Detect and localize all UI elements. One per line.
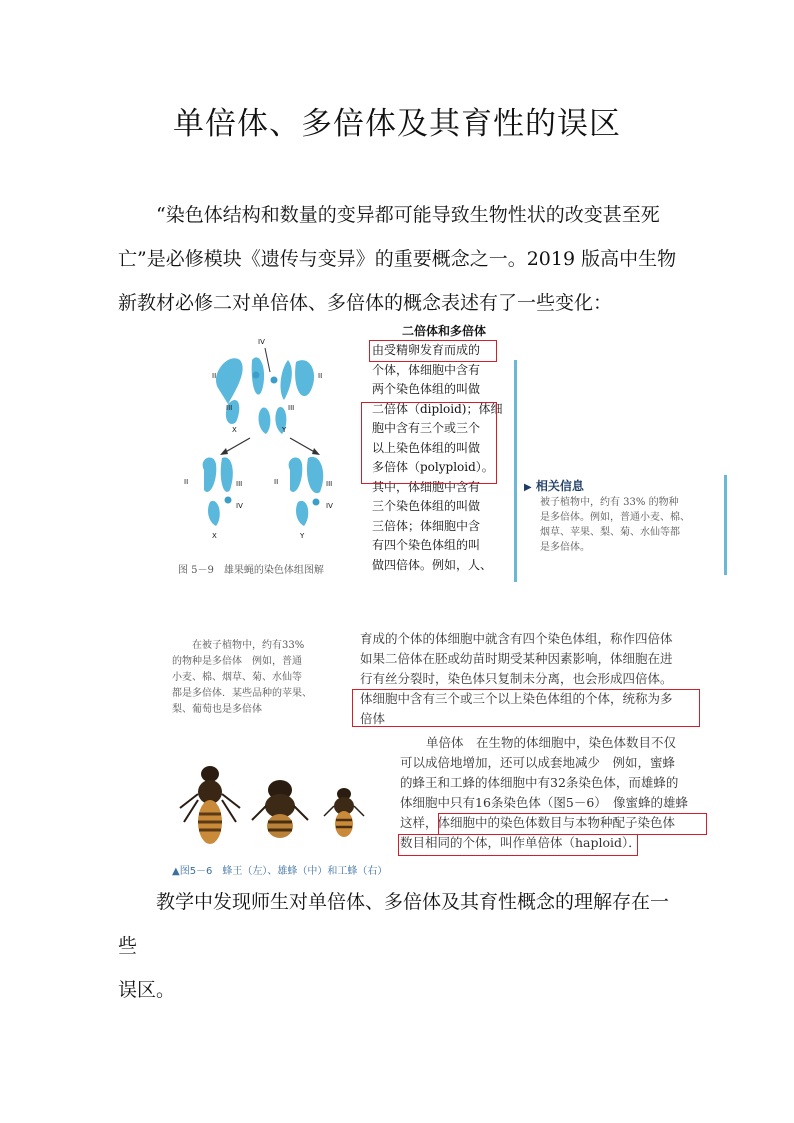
- info-panel: [518, 475, 730, 575]
- arrow-head: [312, 448, 320, 455]
- intro-line-text: “染色体结构和数量的变异都可能导致生物性状的改变甚至死: [156, 204, 660, 226]
- label-x-bottom: X: [212, 532, 217, 540]
- figure3-caption: ▲图5－6 蜂王（左）、雄蜂（中）和工蜂（右）: [172, 866, 388, 877]
- figure2-line: 倍体: [360, 711, 386, 726]
- label-iii-left: III: [226, 404, 233, 412]
- info-panel-border: [724, 475, 727, 575]
- figure3-line: 可以成倍地增加，还可以成套地减少 例如，蜜蜂: [400, 755, 676, 770]
- bees-illustration: [172, 760, 372, 850]
- closing-line-text: 教学中发现师生对单倍体、多倍体及其育性概念的理解存在一些: [118, 891, 670, 957]
- figure1-line: 三个染色体组的叫做: [372, 499, 481, 513]
- info-line: 是多倍体。: [540, 542, 590, 553]
- play-icon: ▶: [524, 482, 532, 493]
- label-iii-br: III: [326, 480, 333, 488]
- intro-paragraph: [118, 193, 678, 325]
- figure1-line: 胞中含有三个或三个: [372, 421, 481, 435]
- figure1-line: 多倍体（polyploid）。: [372, 460, 494, 474]
- figure1-caption: 图 5－9 雄果蝇的染色体组图解: [178, 565, 324, 576]
- chromosome-iv-dot: [271, 377, 278, 384]
- figure1-heading: 二倍体和多倍体: [402, 324, 487, 338]
- highlight-box: [361, 401, 503, 484]
- intro-line: 亡”是必修模块《遗传与变异》的重要概念之一。2019 版高中生物: [118, 248, 677, 270]
- info-panel-title: [524, 477, 584, 494]
- label-y-bottom: Y: [300, 532, 305, 540]
- figure1-line: 其中，体细胞中含有: [372, 479, 481, 494]
- figure1-line: 有四个染色体组的叫: [372, 538, 481, 552]
- intro-line: 新教材必修二对单倍体、多倍体的概念表述有了一些变化：: [118, 292, 613, 314]
- figure1-line: 以上染色体组的叫做: [372, 440, 481, 455]
- side-note-line: 都是多倍体．某些品种的苹果、: [172, 688, 312, 699]
- side-note-line: 在被子植物中，约有33%: [192, 640, 305, 651]
- page-title: 单倍体、多倍体及其育性的误区: [173, 106, 621, 142]
- figure1-line: 三倍体；体细胞中含: [372, 518, 481, 533]
- bee-photos: [172, 760, 372, 850]
- figure2-line: 行有丝分裂时，染色体只复制未分离，也会形成四倍体。: [360, 671, 673, 686]
- highlight-box: [352, 689, 700, 727]
- arrow-head: [220, 448, 228, 455]
- chromosome-ii-br: [289, 457, 303, 492]
- label-iii-right: III: [288, 404, 295, 412]
- chromosome-ii-bl: [203, 457, 217, 492]
- info-panel-text: [540, 495, 690, 555]
- chromosome-set-bottom-left: [203, 457, 233, 526]
- side-note-line: 小麦、棉、烟草、菊、水仙等: [172, 672, 302, 683]
- chromosome-iii-br: [307, 457, 323, 493]
- figure1-divider: [514, 360, 517, 582]
- figure1-line: 由受精卵发育而成的: [372, 343, 481, 357]
- closing-line: 误区。: [118, 979, 176, 1001]
- label-y: Y: [282, 426, 287, 434]
- info-panel-title-text: 相关信息: [535, 479, 584, 493]
- drone-bee: [252, 780, 308, 838]
- chromosome-ii-left: [216, 358, 243, 404]
- figure3-line: 的蜂王和工蜂的体细胞中有32条染色体，而雄蜂的: [400, 775, 679, 790]
- chromosome-iv-dot: [253, 372, 260, 379]
- figure3-line: 数目相同的个体，叫作单倍体（haploid）．: [400, 835, 641, 850]
- label-ii-bl: II: [184, 478, 189, 486]
- info-line: 是多倍体。例如，普通小麦、棉、: [540, 512, 690, 523]
- label-iv-bl: IV: [236, 502, 243, 510]
- label-iv-br: IV: [326, 502, 333, 510]
- figure2-line: 体细胞中含有三个或三个以上染色体组的个体，统称为多: [360, 691, 673, 706]
- chromosome-y-br: [296, 501, 308, 526]
- figure2-line: 如果二倍体在胚或幼苗时期受某种因素影响，体细胞在进: [360, 651, 673, 666]
- label-x: X: [232, 426, 237, 434]
- figure1-line: 个体，体细胞中含有: [372, 362, 481, 377]
- side-note-line: 梨、葡萄也是多倍体: [172, 704, 262, 715]
- chromosome-iii-right: [281, 360, 292, 400]
- highlight-box: [438, 813, 707, 835]
- label-ii-br: II: [274, 478, 279, 486]
- figure1-line: 做四倍体。例如，人、: [372, 557, 493, 572]
- figure3-line: 体细胞中只有16条染色体（图5－6） 像蜜蜂的雄蜂: [400, 795, 689, 810]
- queen-bee: [180, 766, 240, 844]
- side-note-line: 的物种是多倍体 例如，普通: [172, 656, 302, 667]
- intro-line: [118, 193, 678, 237]
- figure3-line: 单倍体 在生物的体细胞中，染色体数目不仅: [426, 735, 677, 750]
- closing-paragraph: [118, 880, 678, 1012]
- chromosome-set-bottom-right: [289, 457, 324, 526]
- chromosome-iv-dot: [225, 497, 232, 504]
- chromosome-iii-bl: [221, 457, 233, 491]
- info-line: 烟草、苹果、梨、菊、水仙等都: [540, 527, 680, 538]
- info-line: 被子植物中，约有 33% 的物种: [540, 497, 679, 508]
- label-iii-bl: III: [236, 480, 243, 488]
- figure2-line: 育成的个体的体细胞中就含有四个染色体组，称作四倍体: [360, 631, 673, 646]
- chromosome-diagram: [170, 330, 370, 545]
- highlight-box: [369, 340, 497, 362]
- closing-line: [118, 880, 678, 968]
- highlight-box: [398, 834, 638, 856]
- pointer-line: [265, 348, 270, 372]
- figure3-line: 这样，体细胞中的染色体数目与本物种配子染色体: [400, 815, 676, 830]
- chromosome-set-top: [216, 348, 314, 434]
- figure1-line: 两个染色体组的叫做: [372, 382, 481, 396]
- label-iv: IV: [258, 338, 265, 346]
- chromosome-ii-right: [295, 360, 314, 396]
- label-ii-left: II: [212, 372, 217, 380]
- label-ii-right: II: [318, 372, 323, 380]
- figure1-line: 二倍体（diploid)；体细: [372, 401, 503, 416]
- chromosome-x: [259, 408, 271, 434]
- chromosome-iv-dot: [313, 499, 320, 506]
- worker-bee: [324, 788, 364, 837]
- figure2-side-note: [172, 638, 312, 718]
- chromosome-x-bl: [208, 501, 220, 526]
